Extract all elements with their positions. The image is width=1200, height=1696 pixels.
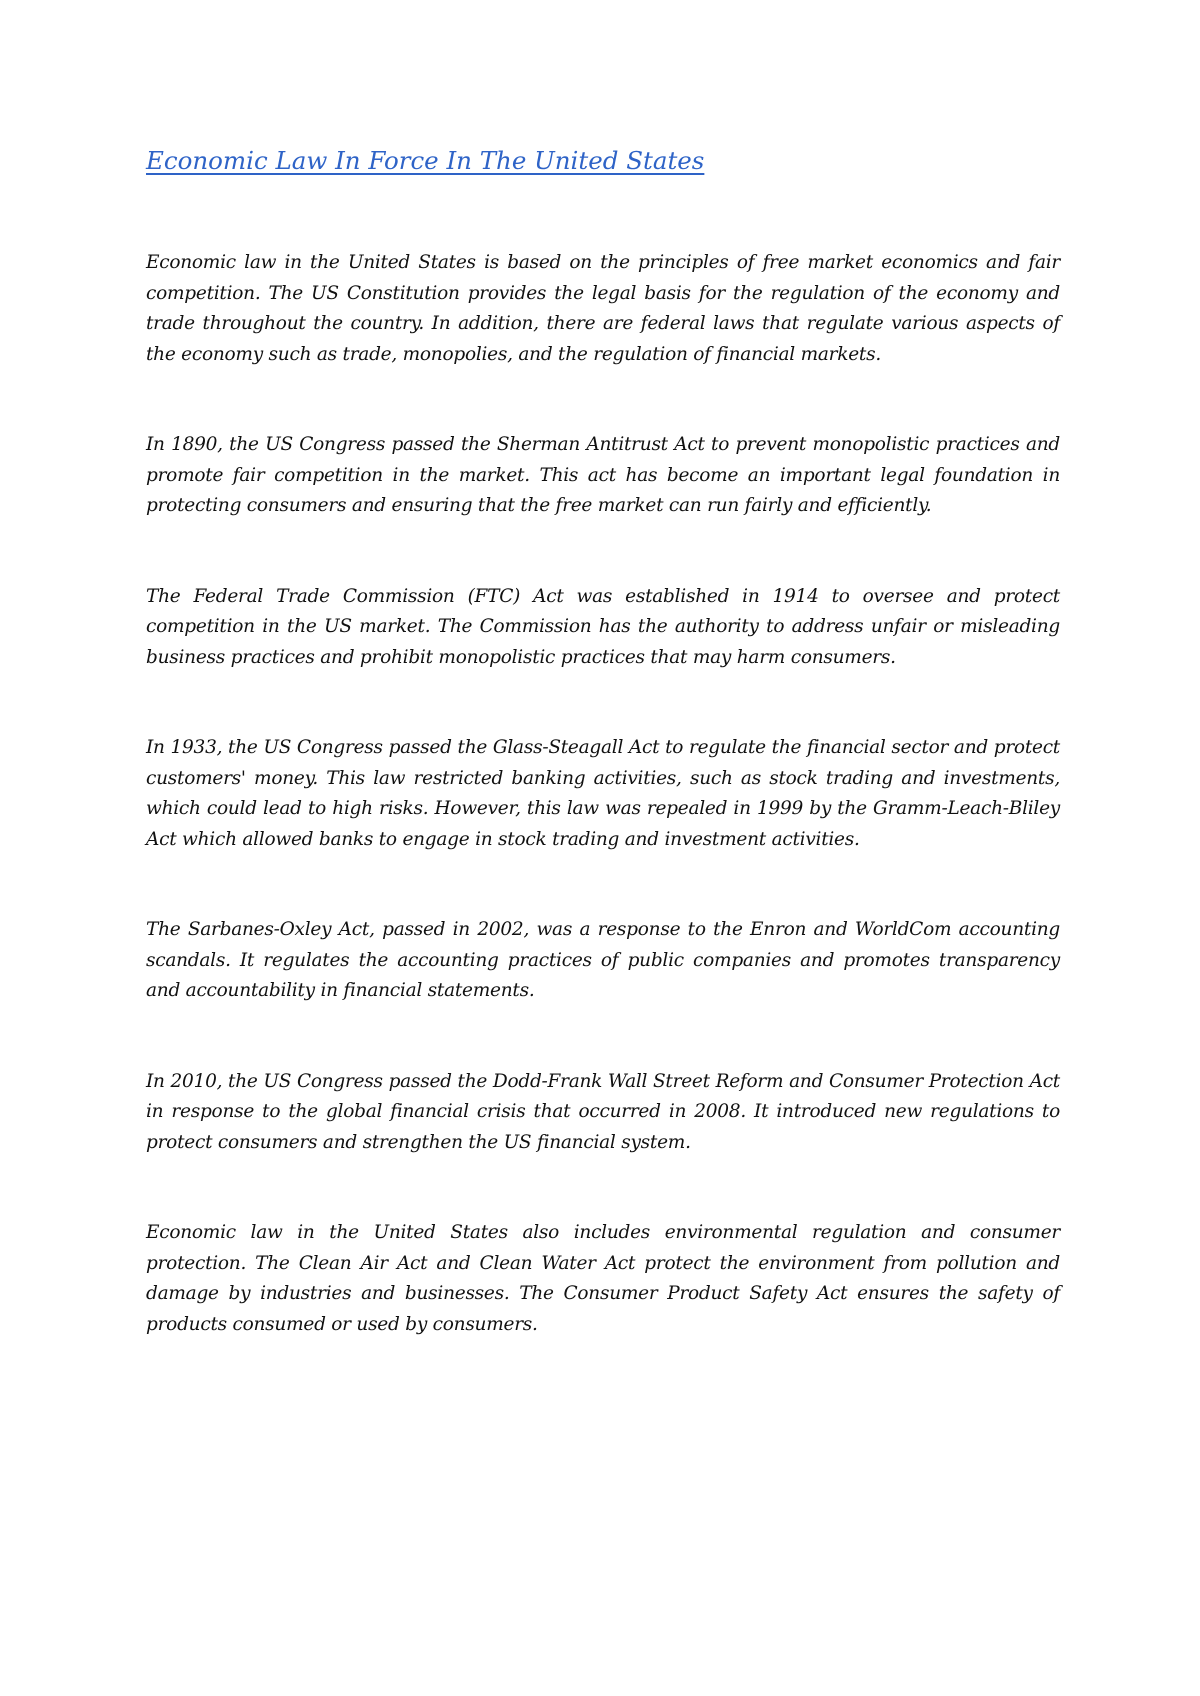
paragraph-sherman-antitrust-act: In 1890, the US Congress passed the Sherman Antitrust Act to prevent monopolistic practices and promote fair competition in the market. This act has become an important legal foundation in protecting consumers and ensuring that the free market can run fairly and efficiently. <box>146 434 1060 516</box>
document-title: Economic Law In Force In The United States <box>146 146 705 175</box>
paragraph-ftc-act: The Federal Trade Commission (FTC) Act was established in 1914 to oversee and protect competition in the US market. The Commission has the authority to address unfair or misleading business practices and prohibit monopolistic practices that may harm consumers. <box>146 585 1060 668</box>
document-body <box>146 142 1060 1400</box>
paragraph-dodd-frank-act: In 2010, the US Congress passed the Dodd-Frank Wall Street Reform and Consumer Protection Act in response to the global financial crisis that occurred in 2008. It introduced new regulations to protect consumers and strengthen the US financial system. <box>146 1070 1060 1153</box>
paragraph-economic-law-principles: Economic law in the United States is based on the principles of free market economics and fair competition. The US Constitution provides the legal basis for the regulation of the economy and trade throughout the country. In addition, there are federal laws that regulate various aspects of the economy such as trade, monopolies, and the regulation of financial markets. <box>146 252 1060 365</box>
paragraph-glass-steagall-act: In 1933, the US Congress passed the Glass-Steagall Act to regulate the financial sector and protect customers' money. This law restricted banking activities, such as stock trading and investments, which could lead to high risks. However, this law was repealed in 1999 by the Gramm-Leach-Bliley Act which allowed banks to engage in stock trading and investment activities. <box>146 737 1060 850</box>
paragraph-environmental-consumer-protection: Economic law in the United States also includes environmental regulation and consumer protection. The Clean Air Act and Clean Water Act protect the environment from pollution and damage by industries and businesses. The Consumer Product Safety Act ensures the safety of products consumed or used by consumers. <box>146 1222 1060 1335</box>
paragraph-sarbanes-oxley-act: The Sarbanes-Oxley Act, passed in 2002, was a response to the Enron and WorldCom accounting scandals. It regulates the accounting practices of public companies and promotes transparency and accountability in financial statements. <box>146 919 1060 1001</box>
